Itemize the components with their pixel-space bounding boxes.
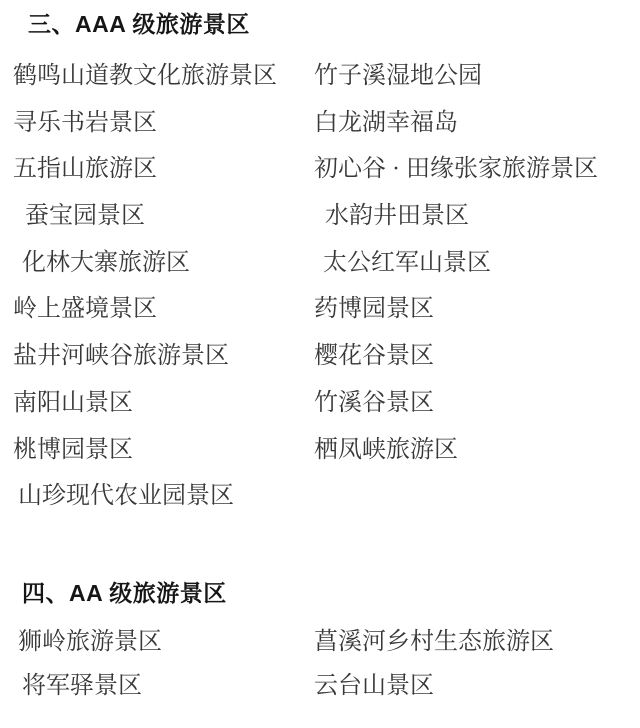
- scenic-area-row: [13, 155, 640, 202]
- section-aa-rows: [13, 628, 640, 716]
- scenic-area-name: 樱花谷景区: [314, 343, 434, 370]
- scenic-area-name: 蚕宝园景区: [25, 203, 145, 230]
- scenic-area-name: 云台山景区: [314, 672, 434, 699]
- scenic-area-row: [13, 436, 640, 483]
- scenic-area-name: 水韵井田景区: [325, 203, 469, 230]
- scenic-area-name: 桃博园景区: [13, 436, 133, 463]
- section-gap: [13, 529, 640, 581]
- scenic-area-name: 山珍现代农业园景区: [18, 483, 234, 510]
- section-aa-scenic-areas: [13, 581, 640, 716]
- section-aaa-scenic-areas: [13, 12, 640, 529]
- scenic-area-row: [13, 628, 640, 672]
- scenic-area-name: 太公红军山景区: [323, 249, 491, 276]
- scenic-area-row: [13, 62, 640, 109]
- scenic-area-row: [13, 295, 640, 342]
- scenic-area-name: 将军驿景区: [22, 672, 142, 699]
- scenic-area-name: 寻乐书岩景区: [13, 109, 157, 136]
- scenic-area-name: 白龙湖幸福岛: [314, 109, 458, 136]
- scenic-area-name: 竹子溪湿地公园: [314, 63, 482, 89]
- scenic-area-name: 盐井河峡谷旅游景区: [13, 343, 229, 370]
- scenic-area-name: 五指山旅游区: [13, 156, 157, 183]
- scenic-area-name: 药博园景区: [314, 296, 434, 323]
- scenic-area-name: 鹤鸣山道教文化旅游景区: [13, 63, 277, 89]
- scenic-area-name: 栖凤峡旅游区: [314, 436, 458, 463]
- section-heading-aaa: 三、AAA 级旅游景区: [28, 11, 250, 37]
- scenic-area-row: [13, 249, 640, 296]
- scenic-area-row: [13, 672, 640, 716]
- scenic-area-row: [13, 109, 640, 156]
- scenic-area-name: 化林大寨旅游区: [22, 249, 190, 276]
- scenic-area-name: 竹溪谷景区: [314, 389, 434, 416]
- scenic-area-name: 菖溪河乡村生态旅游区: [314, 628, 554, 655]
- scenic-area-name: 南阳山景区: [13, 389, 133, 416]
- scenic-area-name: 岭上盛境景区: [13, 296, 157, 323]
- section-aaa-rows: [13, 62, 640, 529]
- scenic-area-row: [13, 202, 640, 249]
- scenic-area-row: [13, 342, 640, 389]
- scenic-area-row: [13, 389, 640, 436]
- scenic-area-name: 狮岭旅游景区: [18, 628, 162, 655]
- section-heading-aa: 四、AA 级旅游景区: [22, 579, 227, 606]
- scenic-area-name: 初心谷 · 田缘张家旅游景区: [314, 156, 598, 183]
- scenic-area-row: [13, 482, 640, 529]
